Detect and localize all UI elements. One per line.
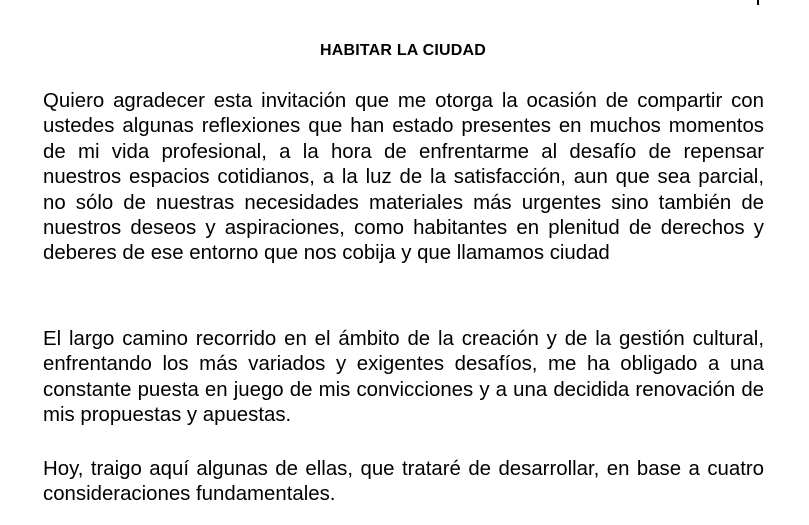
paragraph-invitation: Quiero agradecer esta invitación que me otorga la ocasión de compartir con ustedes algunas reflexiones que han estado presentes en muchos momentos de mi vida profesional, a la hora de enfrentarme al desafío de repensar nuestros espacios cotidianos, a la luz de la satisfacción, aun que sea parcial, no sólo de nuestras necesidades materiales más urgentes sino también de nuestros deseos y aspiraciones, como habitantes en plenitud de derechos y deberes de ese entorno que nos cobija y que llamamos ciudad (43, 90, 764, 265)
paragraph-cultural-path: El largo camino recorrido en el ámbito de la creación y de la gestión cultural, enfrentando los más variados y exigentes desafíos, me ha obligado a una constante puesta en juego de mis convicciones y a una decidida renovación de mis propuestas y apuestas. (43, 328, 764, 427)
paragraph-considerations: Hoy, traigo aquí algunas de ellas, que trataré de desarrollar, en base a cuatro consideraciones fundamentales. (43, 458, 764, 506)
page-edge-mark (757, 0, 759, 5)
document-title: HABITAR LA CIUDAD (319, 42, 487, 59)
